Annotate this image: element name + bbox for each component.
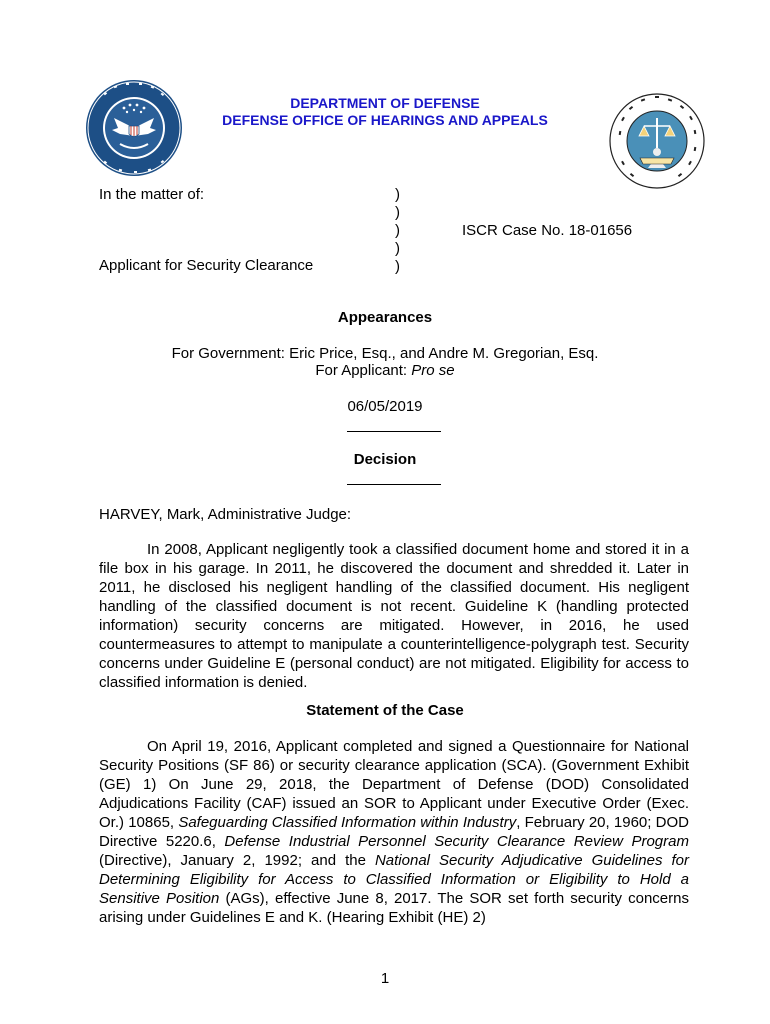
divider <box>347 431 441 432</box>
statement-italic-title: Defense Industrial Personnel Security Clearance Review Program <box>224 833 689 850</box>
case-number: ISCR Case No. 18-01656 <box>462 222 633 239</box>
caption-paren: ) <box>395 222 400 239</box>
statement-italic-title: National Security Adjudicative Guidelines for Determining Eligibility for Access to Classified Information or Eligibility to Hold a Sensitive Position <box>99 852 689 907</box>
statement-text: , February 20, 1960; DOD Directive 5220.6, <box>99 814 689 850</box>
appearances-heading: Appearances <box>337 309 433 326</box>
decision-heading: Decision <box>353 451 417 468</box>
caption-paren: ) <box>395 240 400 257</box>
judge-line: HARVEY, Mark, Administrative Judge: <box>99 506 352 523</box>
divider <box>347 484 441 485</box>
statement-text: (AGs), effective June 8, 2017. The SOR set forth security concerns arising under Guidelines E and K. (Hearing Exhibit (HE) 2) <box>99 890 689 926</box>
government-counsel: For Government: Eric Price, Esq., and Andre M. Gregorian, Esq. <box>171 345 599 362</box>
decision-date: 06/05/2019 <box>347 398 423 415</box>
dod-seal-logo <box>84 78 184 178</box>
summary-paragraph: In 2008, Applicant negligently took a classified document home and stored it in a file box in his garage. In 2011, he discovered the document and shredded it. Later in 2011, he disclosed his negligent handling of the classified document. His negligent handling of the classified document is not recent. Guideline K (handling protected information) security concerns are mitigated. However, in 2016, he used countermeasures to attempt to manipulate a counterintelligence-polygraph test. Security concerns under Guideline E (personal conduct) are not mitigated. Eligibility for access to classified information is denied. <box>99 541 689 691</box>
applicant-counsel <box>0 362 770 379</box>
caption-paren: ) <box>395 204 400 221</box>
office-title: DEFENSE OFFICE OF HEARINGS AND APPEALS <box>222 112 548 128</box>
page-number: 1 <box>380 970 390 987</box>
applicant-counsel-value: Pro se <box>411 362 455 379</box>
matter-label: In the matter of: <box>99 186 205 203</box>
statement-text: (Directive), January 2, 1992; and the <box>99 852 375 869</box>
statement-text: On April 19, 2016, Applicant completed and signed a Questionnaire for National Security Positions (SF 86) or security clearance application (SCA). (Government Exhibit (GE) 1) On June 29, 2018, the Department of Defense (DOD) Consolidated Adjudications Facility (CAF) issued an SOR to Applicant under Executive Order (Exec. Or.) 10865, <box>99 738 689 831</box>
applicant-counsel-prefix: For Applicant: <box>315 362 412 379</box>
applicant-label: Applicant for Security Clearance <box>99 257 314 274</box>
statement-italic-title: Safeguarding Classified Information within Industry <box>178 814 517 831</box>
department-title: DEPARTMENT OF DEFENSE <box>290 95 480 111</box>
caption-paren: ) <box>395 258 400 275</box>
caption-paren: ) <box>395 186 400 203</box>
statement-heading: Statement of the Case <box>306 702 464 719</box>
statement-paragraph <box>99 737 689 927</box>
